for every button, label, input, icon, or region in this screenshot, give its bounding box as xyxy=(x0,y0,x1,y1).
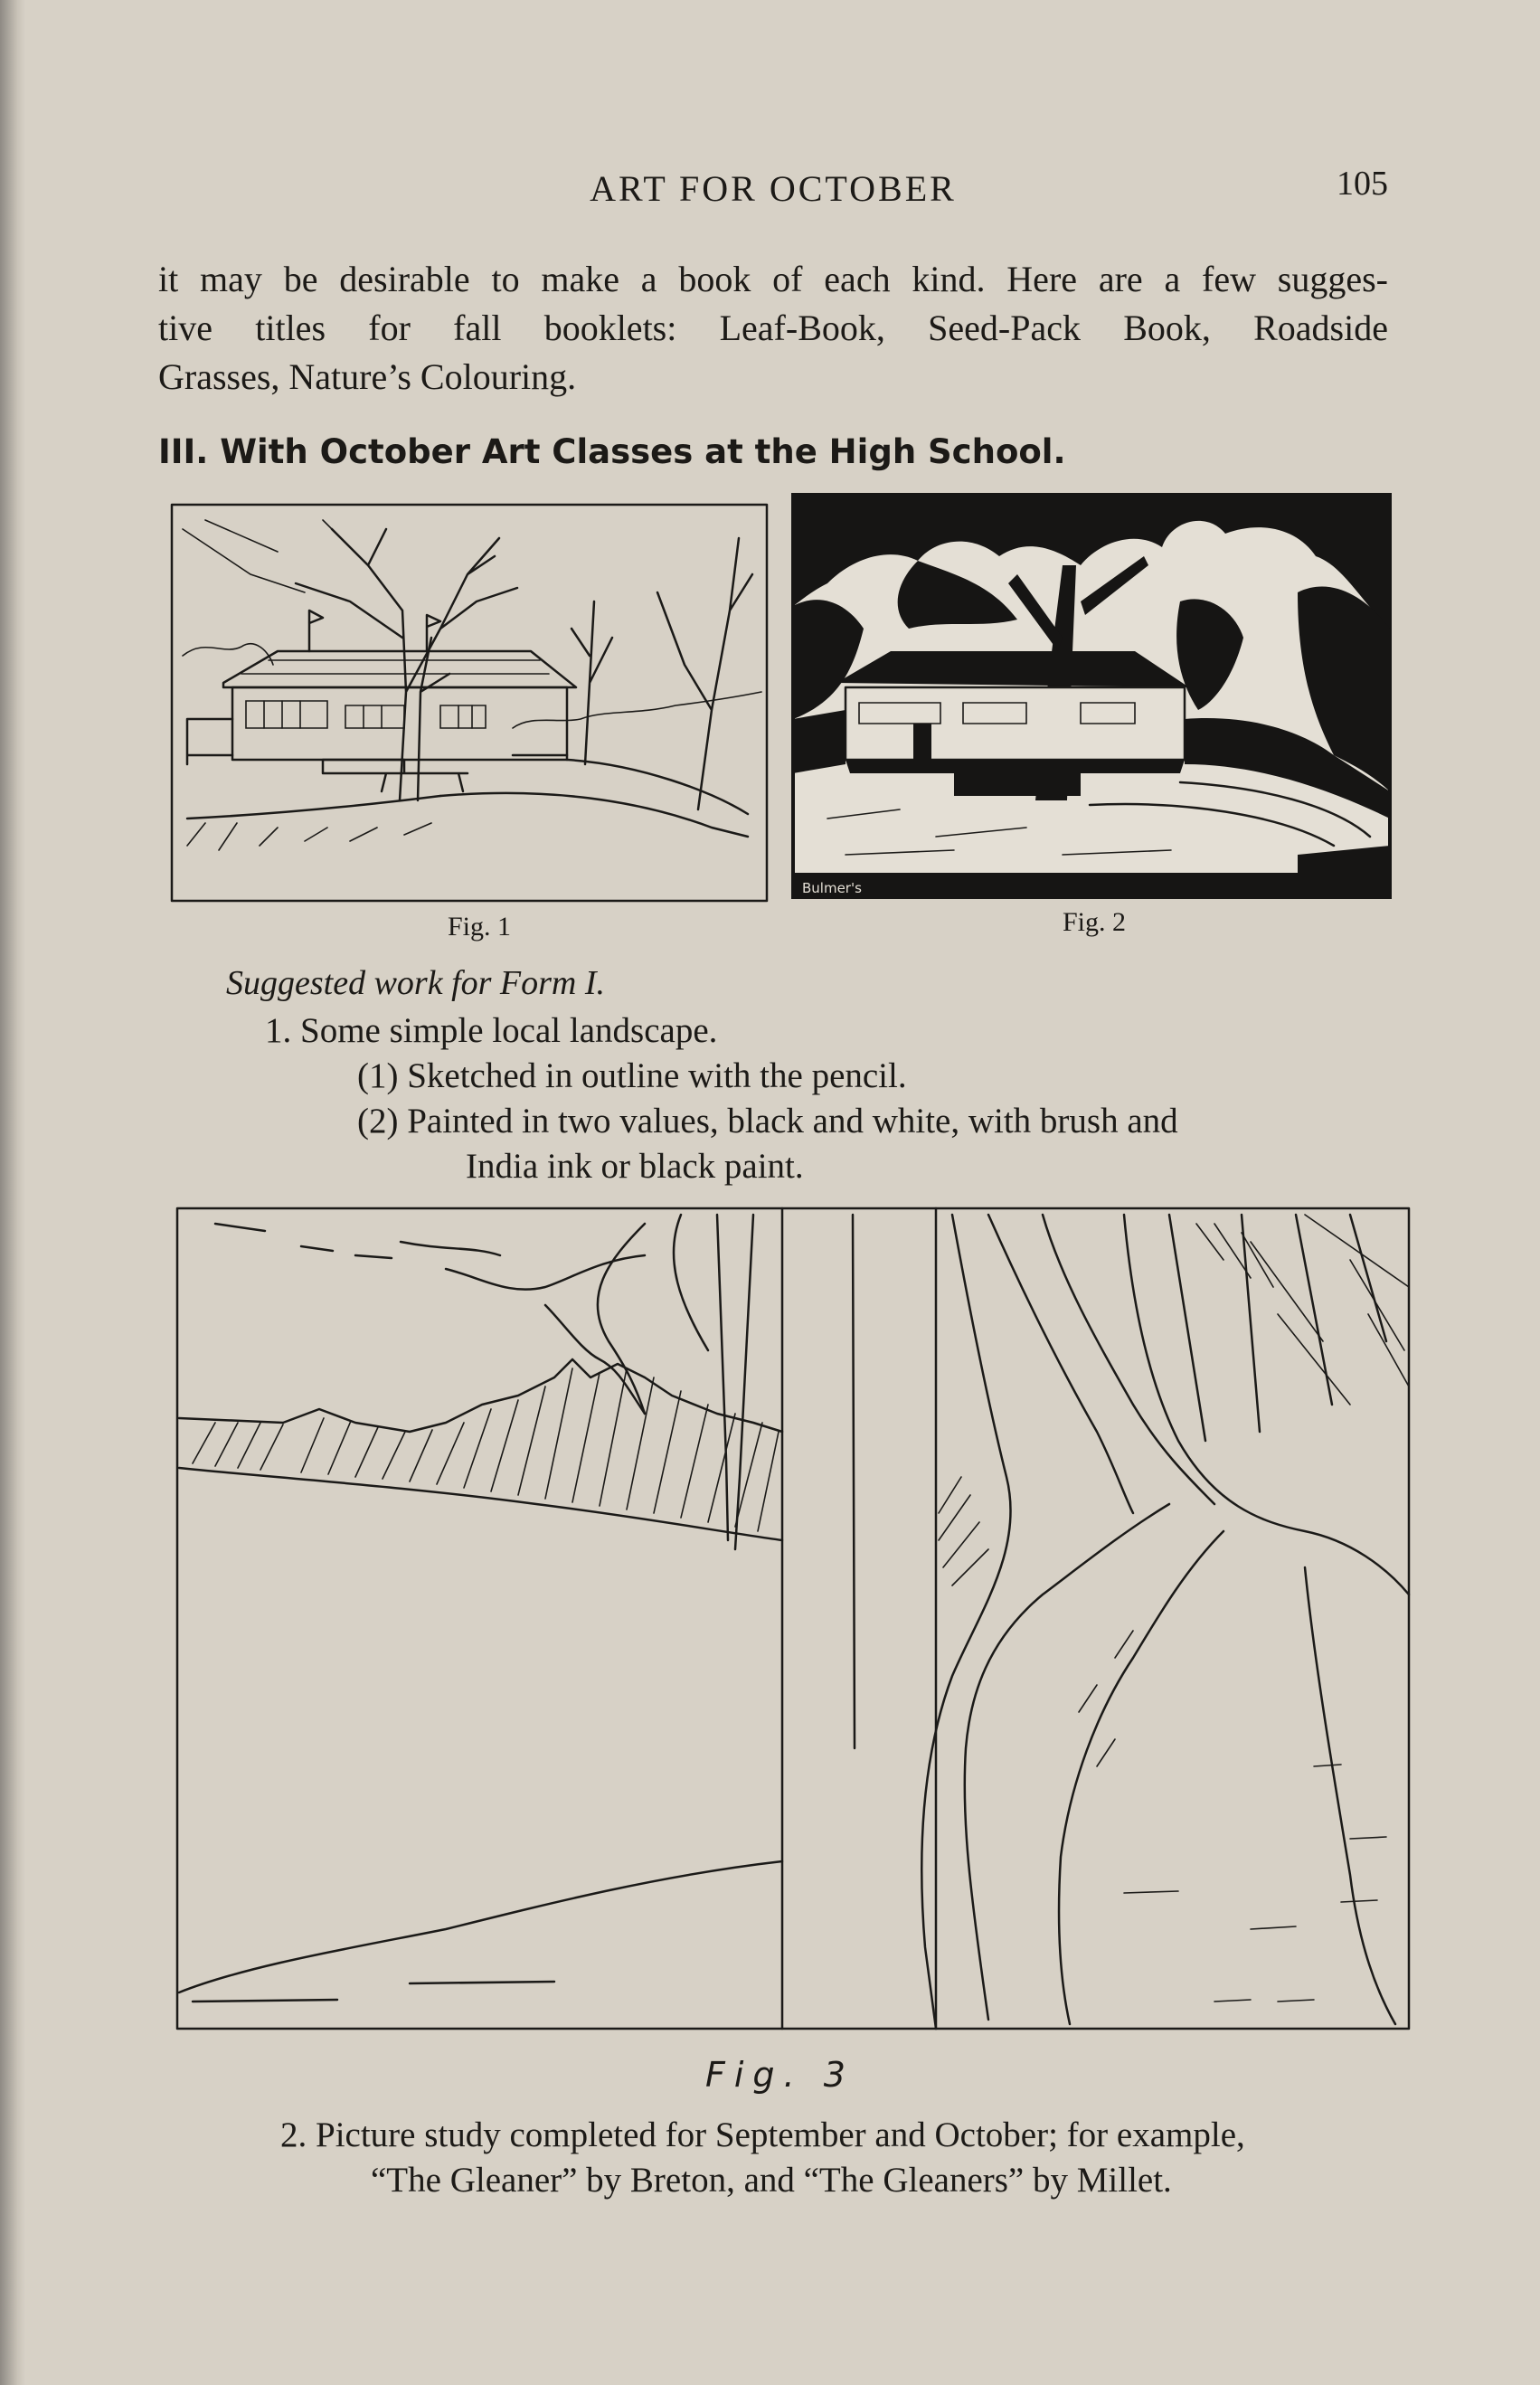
fig1-outline-sketch xyxy=(169,502,770,904)
page-number: 105 xyxy=(1337,165,1388,203)
intro-line: it may be desirable to make a book of each kind. Here are a few sugges- xyxy=(158,259,1388,299)
fig2-brush-painting xyxy=(791,493,1393,900)
fig2-caption: Fig. 2 xyxy=(1062,907,1127,937)
fig3-panel-drawing xyxy=(175,1206,1413,2033)
item-2-line-1: 2. Picture study completed for September and October; for example, xyxy=(280,2115,1245,2154)
intro-line: tive titles for fall booklets: Leaf-Book, Seed-Pack Book, Roadside xyxy=(158,308,1388,348)
page-binding-shadow xyxy=(0,0,25,2385)
form1-heading: Suggested work for Form I. xyxy=(226,964,606,1002)
fig3-caption: Fig. 3 xyxy=(705,2055,855,2095)
fig2-signature: Bulmer's xyxy=(802,880,862,896)
intro-paragraph xyxy=(158,255,1388,402)
intro-line: Grasses, Nature’s Colouring. xyxy=(158,356,577,397)
form1-item-1: 1. Some simple local landscape. xyxy=(265,1011,718,1050)
running-title: ART FOR OCTOBER xyxy=(590,168,957,209)
section-heading: III. With October Art Classes at the High School. xyxy=(158,432,1066,471)
running-head xyxy=(158,167,1388,213)
form1-subitem-2-cont: India ink or black paint. xyxy=(466,1147,804,1186)
form1-subitem-2: (2) Painted in two values, black and white, with brush and xyxy=(357,1102,1178,1140)
item-2-line-2: “The Gleaner” by Breton, and “The Gleaners” by Millet. xyxy=(371,2161,1172,2200)
form1-subitem-1: (1) Sketched in outline with the pencil. xyxy=(357,1056,907,1095)
fig1-caption: Fig. 1 xyxy=(447,912,512,942)
